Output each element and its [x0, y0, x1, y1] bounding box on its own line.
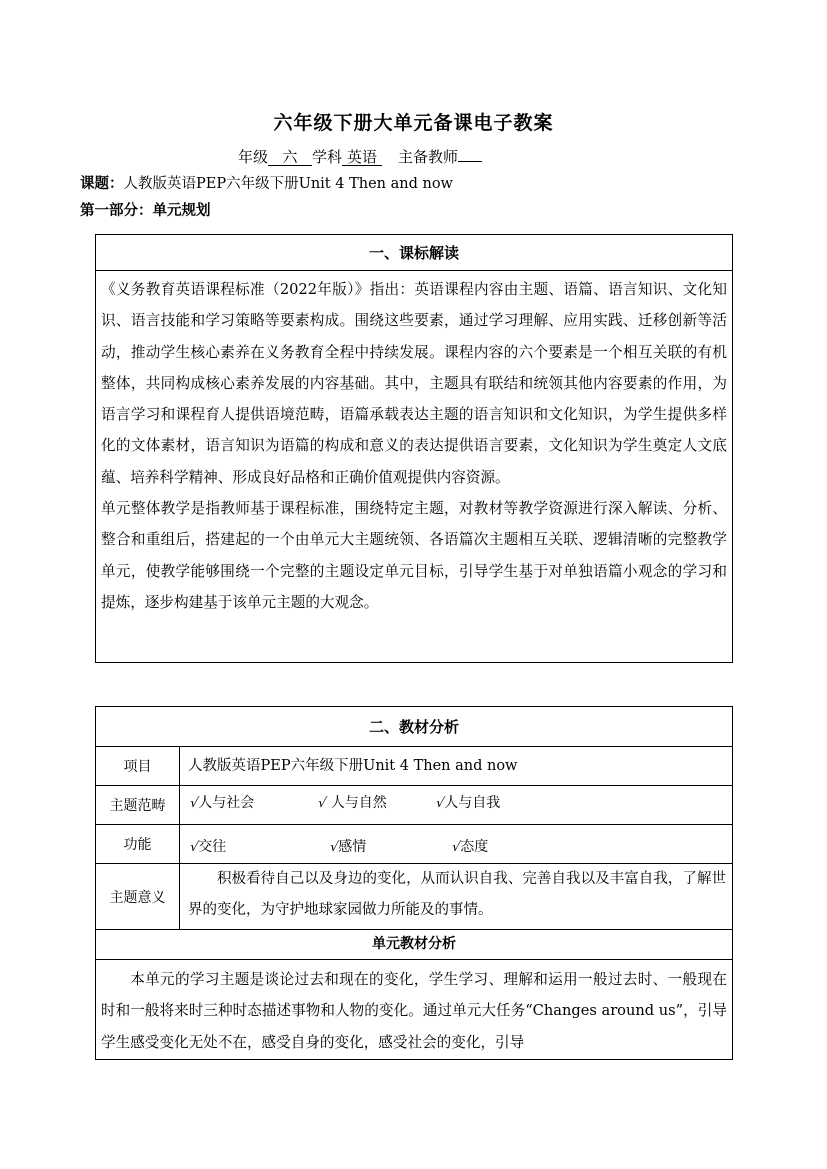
check-icon: √: [188, 840, 200, 855]
row-item-value: 人教版英语PEP六年级下册Unit 4 Then and now: [188, 758, 518, 774]
theme-option-3: √人与自我: [434, 795, 501, 811]
check-icon: √: [328, 840, 340, 855]
unit-analysis-heading-row: [96, 930, 732, 960]
standards-table: [95, 234, 733, 663]
row-theme-scope-label: 主题范畴: [96, 786, 180, 824]
check-icon: √: [434, 796, 446, 811]
unit-analysis-text: 本单元的学习主题是谈论过去和现在的变化，学生学习、理解和运用一般过去时、一般现在时和一般将来时三种时态描述事物和人物的变化。通过单元大任务“Changes around us”，引导学生感受变化无处不在，感受自身的变化，感受社会的变化，引导: [101, 971, 727, 1051]
row-theme-scope: [96, 786, 732, 825]
standards-paragraph-2: 单元整体教学是指教师基于课程标准，围绕特定主题，对教材等教学资源进行深入解读、分析、整合和重组后，搭建起的一个由单元大主题统领、各语篇次主题相互关联、逻辑清晰的完整教学单元，使教学能够围绕一个完整的主题设定单元目标，引导学生基于对单独语篇小观念的学习和提炼，逐步构建基于该单元主题的大观念。: [101, 500, 727, 611]
check-icon: √: [188, 796, 200, 811]
grade-value: 六: [268, 149, 312, 166]
row-theme-meaning: [96, 864, 732, 930]
unit-analysis-body: [96, 960, 732, 1058]
grade-label: 年级: [238, 148, 269, 166]
teacher-label: 主备教师: [398, 148, 459, 166]
analysis-heading-row: [96, 707, 732, 747]
standards-heading: 一、课标解读: [96, 235, 732, 271]
subject-label: 学科: [312, 148, 343, 166]
function-option-1: √交往: [188, 839, 227, 855]
lesson-line: [80, 172, 453, 193]
lesson-value: 人教版英语PEP六年级下册Unit 4 Then and now: [123, 176, 453, 192]
analysis-heading: 二、教材分析: [368, 718, 459, 736]
check-icon: √: [450, 840, 462, 855]
row-item-label: 项目: [96, 747, 180, 785]
row-function-label: 功能: [96, 825, 180, 863]
textbook-analysis-table: [95, 706, 733, 1060]
part-heading: 第一部分：单元规划: [80, 202, 211, 219]
row-function: [96, 825, 732, 864]
check-icon: √: [316, 796, 328, 811]
function-option-2: √感情: [328, 839, 367, 855]
theme-option-2: √ 人与自然: [316, 795, 387, 811]
lesson-label: 课题：: [80, 175, 124, 192]
unit-analysis-heading: 单元教材分析: [372, 936, 456, 952]
standards-paragraph-1: 《义务教育英语课程标准（2022年版）》指出：英语课程内容由主题、语篇、语言知识、文化知识、语言技能和学习策略等要素构成。围绕这些要素，通过学习理解、应用实践、迁移创新等活动，推动学生核心素养在义务教育全程中持续发展。课程内容的六个要素是一个相互关联的有机整体，共同构成核心素养发展的内容基础。其中，主题具有联结和统领其他内容要素的作用，为语言学习和课程育人提供语境范畴，语篇承载表达主题的语言知识和文化知识，为学生提供多样化的文体素材，语言知识为语篇的构成和意义的表达提供语言要素，文化知识为学生奠定人文底蕴、培养科学精神、形成良好品格和正确价值观提供内容资源。: [101, 281, 727, 486]
meta-line: [238, 146, 482, 167]
row-item: [96, 747, 732, 786]
teacher-value-blank: [458, 161, 482, 162]
subject-value: 英语: [342, 149, 382, 166]
row-theme-scope-options: [180, 786, 732, 824]
row-function-options: [180, 825, 732, 863]
function-option-3: √态度: [450, 839, 489, 855]
theme-option-1: √人与社会: [188, 795, 255, 811]
row-theme-meaning-label: 主题意义: [96, 864, 180, 929]
document-title: 六年级下册大单元备课电子教案: [273, 112, 554, 134]
standards-body: [96, 271, 732, 618]
unit-analysis-row: [96, 960, 732, 1059]
row-theme-meaning-value: 积极看待自己以及身边的变化，从而认识自我、完善自我以及丰富自我，了解世界的变化，为守护地球家园做力所能及的事情。: [188, 871, 726, 918]
